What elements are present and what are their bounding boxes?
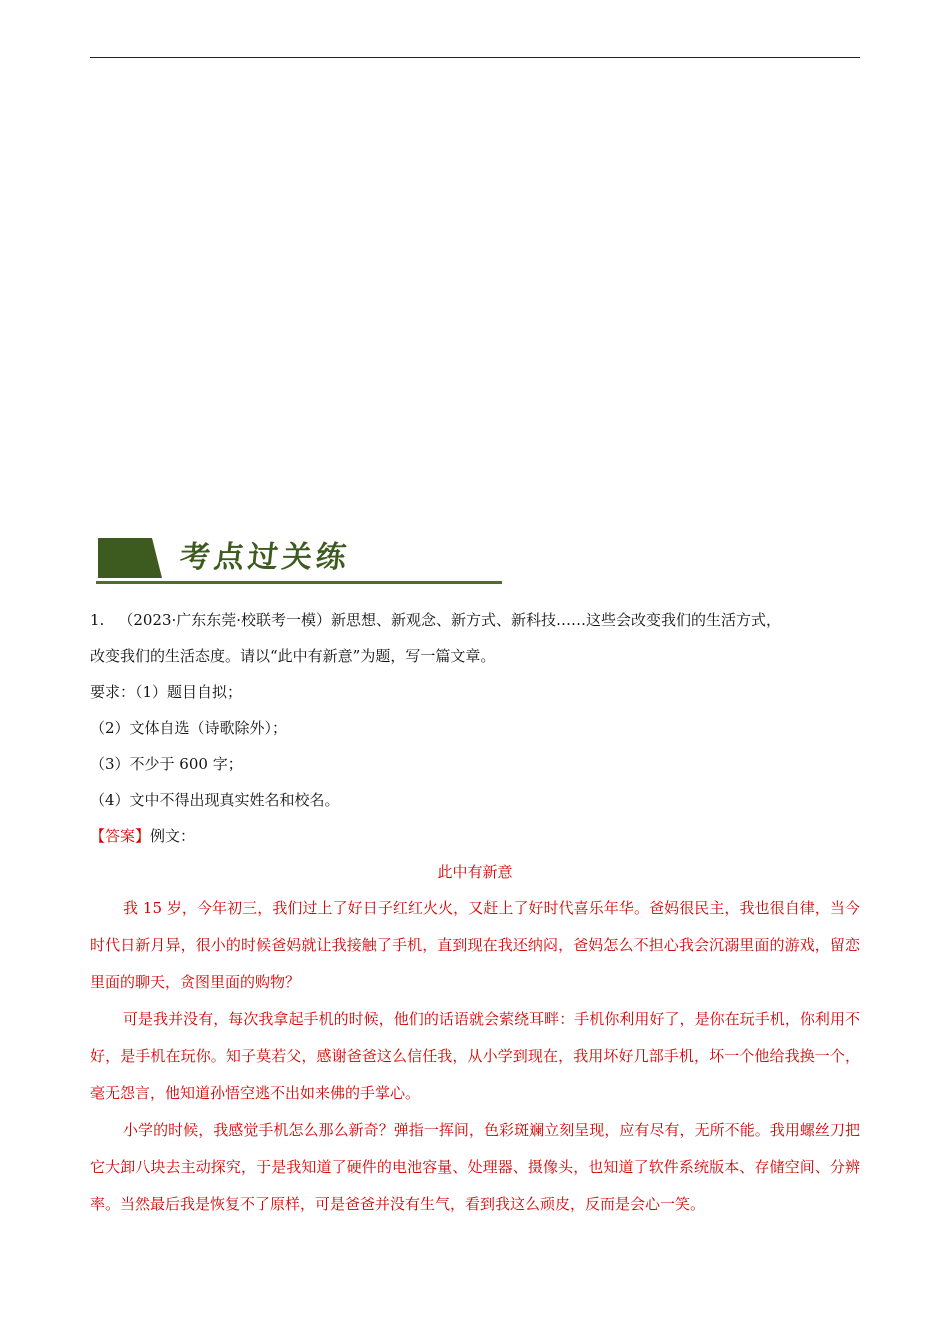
- essay-paragraph: 可是我并没有，每次我拿起手机的时候，他们的话语就会萦绕耳畔：手机你利用好了，是你在玩手机，你利用不好，是手机在玩你。知子莫若父，感谢爸爸这么信任我，从小学到现在，我用坏好几部手机，坏一个他给我换一个，毫无怨言，他知道孙悟空逃不出如来佛的手掌心。: [90, 1010, 860, 1102]
- essay-paragraph: 小学的时候，我感觉手机怎么那么新奇？弹指一挥间，色彩斑斓立刻呈现，应有尽有，无所不能。我用螺丝刀把它大卸八块去主动探究，于是我知道了硬件的电池容量、处理器、摄像头，也知道了软件系统版本、存储空间、分辨率。当然最后我是恢复不了原样，可是爸爸并没有生气，看到我这么顽皮，反而是会心一笑。: [90, 1121, 860, 1213]
- requirements-label: 要求：: [90, 683, 136, 701]
- question-source: （2023·广东东莞·校联考一模）: [118, 611, 332, 629]
- requirement-item: （2）文体自选（诗歌除外）；: [90, 719, 288, 737]
- essay-title: 此中有新意: [437, 863, 513, 881]
- question-line-1: [90, 602, 860, 638]
- requirement-item: （4）文中不得出现真实姓名和校名。: [90, 791, 340, 809]
- answer-heading: [90, 818, 860, 854]
- question-prompt-1: 新思想、新观念、新方式、新科技……这些会改变我们的生活方式，: [331, 611, 782, 629]
- banner-block-icon: [98, 538, 162, 578]
- question-line-2: 改变我们的生活态度。请以“此中有新意”为题，写一篇文章。: [90, 647, 496, 665]
- question-number: 1.: [90, 611, 105, 629]
- requirement-item: （3）不少于 600 字；: [90, 755, 243, 773]
- requirements-line-1: [90, 674, 860, 710]
- banner-underline: [96, 581, 502, 584]
- answer-tag: 【答案】: [90, 827, 151, 845]
- document-body: [90, 602, 860, 1223]
- header-rule: [90, 57, 860, 58]
- essay-paragraph: 我 15 岁，今年初三，我们过上了好日子红红火火，又赶上了好时代喜乐年华。爸妈很民主，我也很自律，当今时代日新月异，很小的时候爸妈就让我接触了手机，直到现在我还纳闷，爸妈怎么不担心我会沉溺里面的游戏，留恋里面的聊天，贪图里面的购物？: [90, 899, 860, 991]
- requirement-item: （1）题目自拟；: [135, 683, 243, 701]
- section-title: 考点过关练: [178, 540, 352, 575]
- answer-label: 例文：: [150, 827, 196, 845]
- section-banner: [94, 534, 504, 586]
